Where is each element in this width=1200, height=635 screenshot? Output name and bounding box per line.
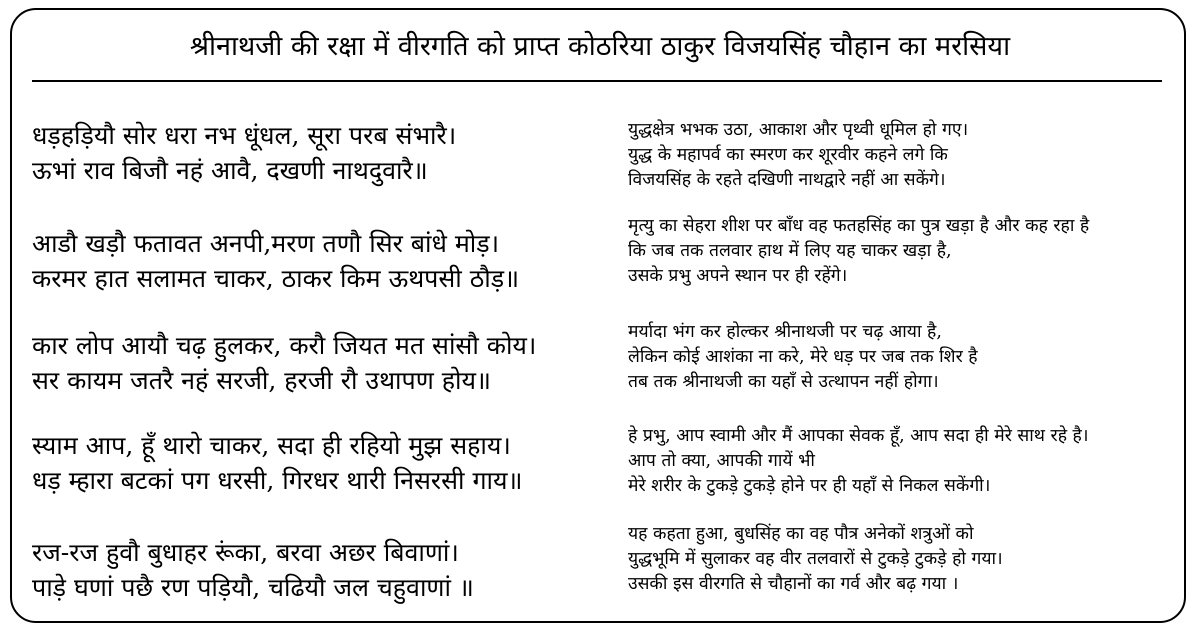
verse-line: सर कायम जतरै नहं सरजी, हरजी रौ उथापण होय॥ <box>32 366 491 395</box>
meaning-stanza-2 <box>628 214 1089 289</box>
verse-line: धड़हड़ियौ सोर धरा नभ धूंधल, सूरा परब संभारै। <box>32 121 457 150</box>
meaning-line: लेकिन कोई आशंका ना करे, मेरे धड़ पर जब तक शिर है <box>628 347 978 367</box>
meaning-stanza-1 <box>628 118 968 193</box>
meaning-line: मेरे शरीर के टुकड़े टुकड़े होने पर ही यहाँ से निकल सकेंगी। <box>628 476 991 496</box>
verse-stanza-1 <box>32 118 456 188</box>
meaning-stanza-3 <box>628 320 978 395</box>
verse-line: करमर हात सलामत चाकर, ठाकर किम ऊथपसी ठौड़॥ <box>32 264 520 293</box>
meaning-line: यह कहता हुआ, बुधसिंह का वह पौत्र अनेकों शत्रुओं को <box>628 524 974 544</box>
verse-line: धड़ म्हारा बटकां पग धरसी, गिरधर थारी निसरसी गाय॥ <box>32 466 523 495</box>
verse-stanza-2 <box>32 226 519 296</box>
verse-line: आडौ खड़ौ फतावत अनपी,मरण तणौ सिर बांधे मोड़। <box>32 229 500 258</box>
meaning-line: युद्धक्षेत्र भभक उठा, आकाश और पृथ्वी धूमिल हो गए। <box>628 120 969 140</box>
meaning-line: मर्यादा भंग कर होल्कर श्रीनाथजी पर चढ़ आया है, <box>628 322 942 342</box>
meaning-stanza-4 <box>628 424 1088 499</box>
meaning-line: उसके प्रभु अपने स्थान पर ही रहेंगे। <box>628 266 848 286</box>
meaning-line: विजयसिंह के रहते दखिणी नाथद्वारे नहीं आ सकेंगे। <box>628 170 946 190</box>
meaning-line: तब तक श्रीनाथजी का यहाँ से उत्थापन नहीं होगा। <box>628 372 939 392</box>
meaning-line: हे प्रभु, आप स्वामी और मैं आपका सेवक हूँ, आप सदा ही मेरे साथ रहे है। <box>628 426 1089 446</box>
meaning-line: युद्धभूमि में सुलाकर वह वीर तलवारों से टुकड़े टुकड़े हो गया। <box>628 549 1003 569</box>
verse-line: रज-रज हुवौ बुधाहर रूंका, बरवा अछर बिवाणां। <box>32 538 459 567</box>
page-frame <box>10 8 1186 623</box>
meaning-line: आप तो क्या, आपकी गायें भी <box>628 451 815 471</box>
verse-line: ऊभां राव बिजौ नहं आवै, दखणी नाथदुवारै॥ <box>32 156 428 185</box>
verse-line: कार लोप आयौ चढ़ हुलकर, करौ जियत मत सांसौ कोय। <box>32 331 537 360</box>
meaning-line: मृत्यु का सेहरा शीश पर बाँध वह फतहसिंह का पुत्र खड़ा है और कह रहा है <box>628 216 1090 236</box>
verse-stanza-4 <box>32 428 522 498</box>
verse-line: स्याम आप, हूँ थारो चाकर, सदा ही रहियो मुझ सहाय। <box>32 431 511 460</box>
meaning-line: उसकी इस वीरगति से चौहानों का गर्व और बढ़ गया । <box>628 574 959 594</box>
verse-line: पाड़े घणां पछै रण पड़ियौ, चढियौ जल चहुवाणां ॥ <box>32 573 474 602</box>
meaning-line: कि जब तक तलवार हाथ में लिए यह चाकर खड़ा है, <box>628 241 952 261</box>
verse-stanza-5 <box>32 535 474 605</box>
meaning-stanza-5 <box>628 522 1003 597</box>
title-divider <box>32 80 1162 82</box>
meaning-line: युद्ध के महापर्व का स्मरण कर शूरवीर कहने लगे कि <box>628 145 948 165</box>
verse-stanza-3 <box>32 328 536 398</box>
page-title: श्रीनाथजी की रक्षा में वीरगति को प्राप्त कोठरिया ठाकुर विजयसिंह चौहान का मरसिया <box>189 31 1011 62</box>
